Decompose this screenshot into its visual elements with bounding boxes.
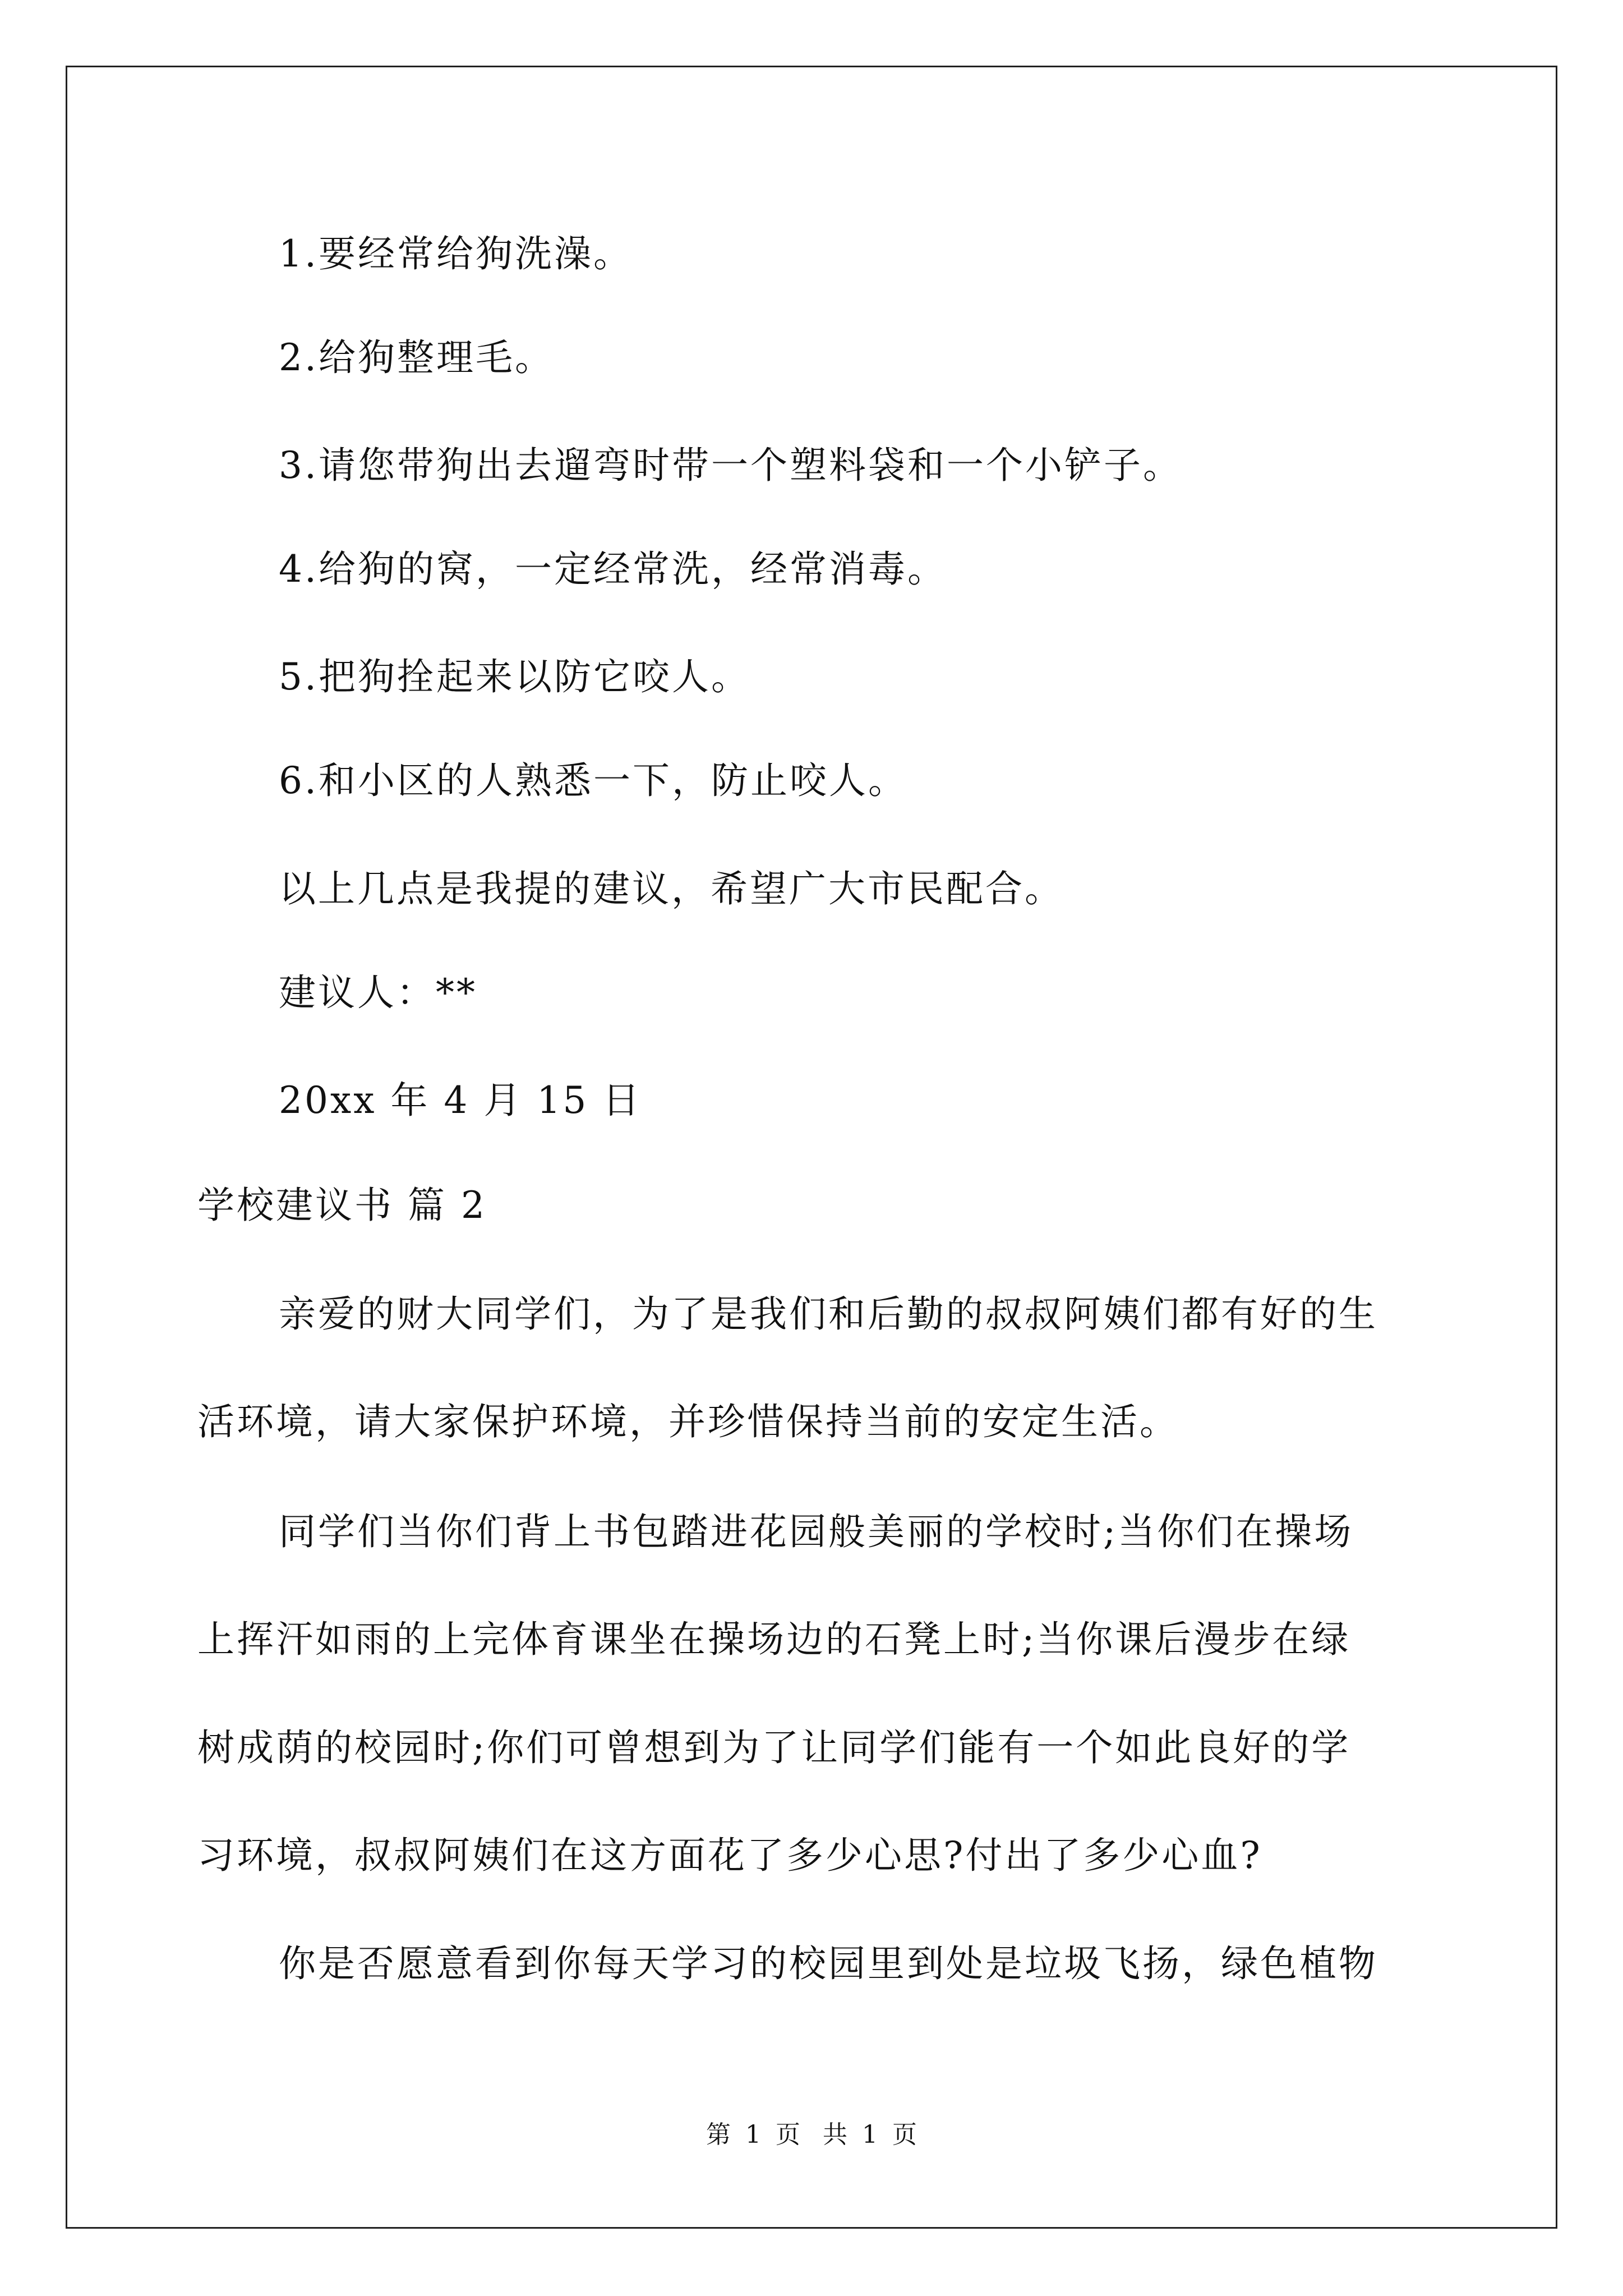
list-item-4: 4.给狗的窝，一定经常洗，经常消毒。 bbox=[279, 547, 947, 591]
date-line: 20xx 年 4 月 15 日 bbox=[279, 1079, 642, 1122]
list-item-3: 3.请您带狗出去遛弯时带一个塑料袋和一个小铲子。 bbox=[279, 444, 1182, 487]
list-item-6: 6.和小区的人熟悉一下，防止咬人。 bbox=[279, 759, 907, 802]
signer-line: 建议人：** bbox=[279, 971, 477, 1014]
paragraph-3-line-1: 你是否愿意看到你每天学习的校园里到处是垃圾飞扬，绿色植物 bbox=[279, 1942, 1378, 1985]
list-item-2: 2.给狗整理毛。 bbox=[279, 336, 554, 379]
paragraph-1-line-1 bbox=[279, 1289, 1428, 1340]
paragraph-1-line-2: 活环境，请大家保护环境，并珍惜保持当前的安定生活。 bbox=[197, 1400, 1179, 1443]
page-number-total: 共 1 页 bbox=[823, 2120, 917, 2149]
page-number-current: 第 1 页 bbox=[706, 2120, 800, 2149]
paragraph-2-line-3: 树成荫的校园时;你们可曾想到为了让同学们能有一个如此良好的学 bbox=[197, 1726, 1351, 1769]
paragraph-2-line-1: 同学们当你们背上书包踏进花园般美丽的学校时;当你们在操场 bbox=[279, 1510, 1354, 1553]
paragraph-1-line-1-text: 亲爱的财大同学们，为了是我们和后勤的叔叔阿姨们都有好的生 bbox=[279, 1292, 1378, 1336]
page-border bbox=[66, 66, 1557, 2229]
list-item-1: 1.要经常给狗洗澡。 bbox=[279, 232, 633, 275]
closing-line: 以上几点是我提的建议，希望广大市民配合。 bbox=[279, 867, 1064, 910]
paragraph-2-line-2: 上挥汗如雨的上完体育课坐在操场边的石凳上时;当你课后漫步在绿 bbox=[197, 1618, 1351, 1661]
page-footer bbox=[0, 2118, 1623, 2152]
list-item-5: 5.把狗拴起来以防它咬人。 bbox=[279, 655, 750, 698]
paragraph-2-line-4: 习环境，叔叔阿姨们在这方面花了多少心思?付出了多少心血? bbox=[197, 1834, 1262, 1877]
section-heading: 学校建议书 篇 2 bbox=[197, 1184, 487, 1227]
